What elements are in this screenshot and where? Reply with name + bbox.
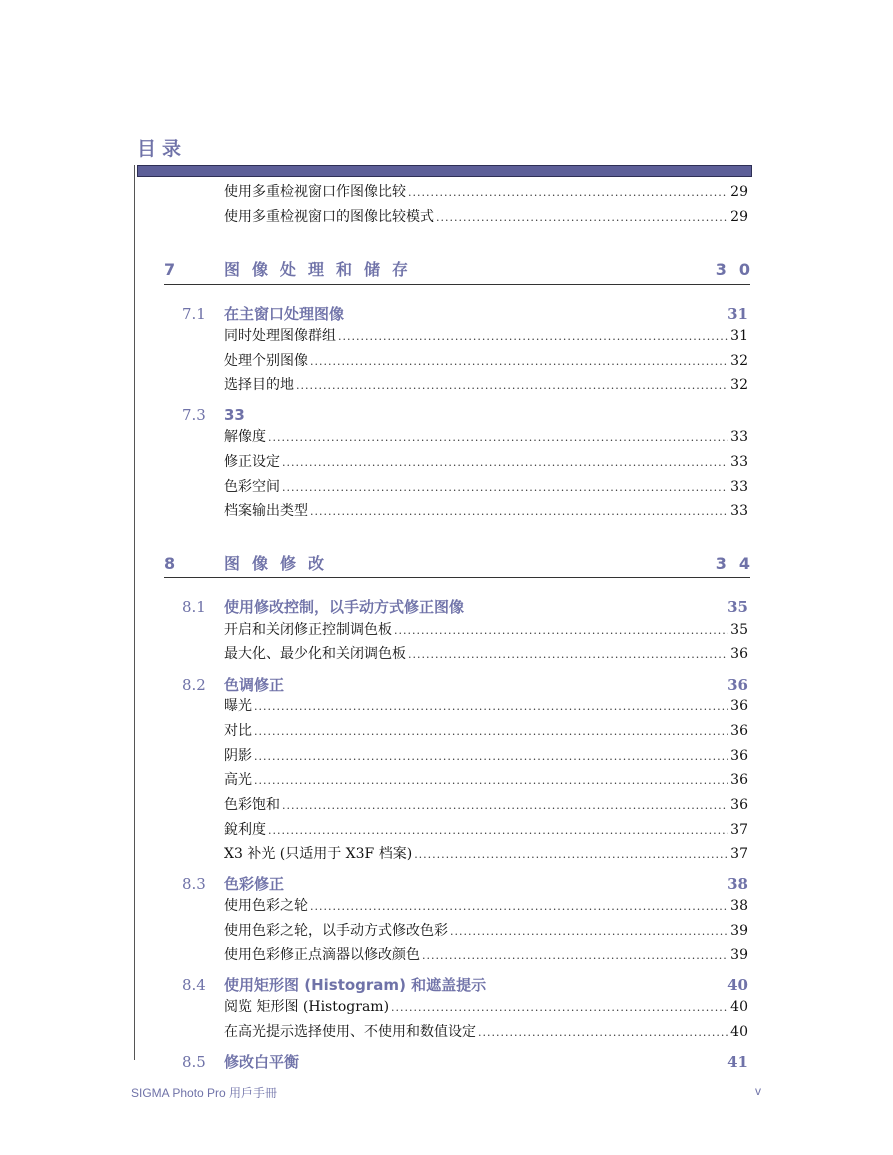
entry-page: 36	[730, 772, 748, 788]
chapter-number: 7	[164, 260, 176, 279]
leader-dots	[310, 501, 728, 523]
section-page: 36	[727, 676, 748, 694]
entry-page: 33	[730, 503, 748, 519]
toc-entry[interactable]	[224, 944, 748, 966]
leader-dots	[408, 644, 728, 666]
footer-page-number: v	[755, 1084, 761, 1098]
toc-entry[interactable]	[224, 695, 748, 717]
leader-dots	[310, 351, 728, 373]
entry-page: 37	[730, 822, 748, 838]
entry-page: 39	[730, 947, 748, 963]
leader-dots	[338, 326, 728, 348]
entry-text: 在高光提示选择使用、不使用和数值设定	[224, 1024, 476, 1040]
entry-text: X3 补光 (只适用于 X3F 档案)	[224, 846, 413, 862]
entry-text: 銳利度	[224, 822, 266, 838]
section-page: 31	[727, 305, 748, 323]
leader-dots	[310, 896, 728, 918]
section-title: 33	[224, 406, 245, 424]
toc-entry[interactable]	[224, 769, 748, 791]
entry-text: 色彩空间	[224, 479, 280, 495]
section-title: 在主窗口处理图像	[224, 305, 345, 323]
chapter-title: 图像处理和储存	[224, 260, 421, 279]
entry-page: 40	[730, 1024, 748, 1040]
entry-page: 29	[730, 209, 748, 225]
toc-entry[interactable]	[224, 325, 748, 347]
section-number: 8.5	[182, 1053, 206, 1071]
entry-text: 阴影	[224, 748, 252, 764]
entry-page: 38	[730, 898, 748, 914]
section-title: 使用矩形图 (Histogram) 和遮盖提示	[224, 976, 487, 994]
entry-page: 36	[730, 748, 748, 764]
leader-dots	[422, 945, 728, 967]
section-page: 41	[727, 1053, 748, 1071]
leader-dots	[391, 997, 728, 1019]
chapter-rule	[164, 577, 750, 578]
section-page: 35	[727, 598, 748, 616]
section-number: 8.2	[182, 676, 206, 694]
section-8-5[interactable]	[182, 1051, 748, 1073]
section-7-1[interactable]	[182, 303, 748, 325]
section-8-1[interactable]	[182, 596, 748, 618]
entry-page: 32	[730, 353, 748, 369]
leader-dots	[254, 721, 728, 743]
leader-dots	[282, 452, 728, 474]
toc-entry[interactable]	[224, 619, 748, 641]
leader-dots	[450, 921, 728, 943]
section-title: 使用修改控制，以手动方式修正图像	[224, 598, 465, 616]
section-8-3[interactable]	[182, 873, 748, 895]
leader-dots	[414, 844, 728, 866]
entry-page: 40	[730, 999, 748, 1015]
toc-entry[interactable]	[224, 794, 748, 816]
entry-text: 曝光	[224, 698, 252, 714]
entry-text: 阅览 矩形图 (Histogram)	[224, 999, 390, 1015]
entry-text: 解像度	[224, 429, 266, 445]
leader-dots	[268, 820, 728, 842]
chapter-title: 图像修改	[224, 554, 337, 573]
toc-entry[interactable]	[224, 895, 748, 917]
toc-entry[interactable]	[224, 500, 748, 522]
entry-text: 修正设定	[224, 454, 280, 470]
leader-dots	[436, 207, 728, 229]
toc-entry[interactable]	[224, 1021, 748, 1043]
chapter-page: 34	[715, 554, 762, 573]
entry-text: 使用多重检视窗口作图像比较	[224, 184, 406, 200]
entry-page: 35	[730, 622, 748, 638]
entry-text: 对比	[224, 723, 252, 739]
section-8-2[interactable]	[182, 674, 748, 696]
entry-text: 使用色彩修正点滴器以修改颜色	[224, 947, 420, 963]
entry-text: 高光	[224, 772, 252, 788]
section-number: 8.3	[182, 875, 206, 893]
heading-bar	[137, 165, 752, 177]
toc-entry[interactable]	[224, 819, 748, 841]
section-title: 修改白平衡	[224, 1053, 300, 1071]
entry-text: 同时处理图像群组	[224, 328, 336, 344]
leader-dots	[394, 620, 728, 642]
left-rule	[134, 165, 135, 1060]
leader-dots	[254, 746, 728, 768]
leader-dots	[282, 795, 728, 817]
chapter-8[interactable]	[164, 553, 762, 575]
entry-text: 使用色彩之轮，以手动方式修改色彩	[224, 923, 448, 939]
leader-dots	[282, 477, 728, 499]
toc-entry[interactable]	[224, 451, 748, 473]
section-title: 色调修正	[224, 676, 285, 694]
entry-page: 33	[730, 479, 748, 495]
entry-text: 处理个别图像	[224, 353, 308, 369]
section-number: 7.1	[182, 305, 206, 323]
entry-text: 使用多重检视窗口的图像比较模式	[224, 209, 434, 225]
toc-entry[interactable]	[224, 996, 748, 1018]
toc-entry[interactable]	[224, 920, 748, 942]
section-7-3[interactable]	[182, 404, 748, 426]
leader-dots	[478, 1022, 728, 1044]
section-page: 40	[727, 976, 748, 994]
leader-dots	[296, 375, 728, 397]
chapter-number: 8	[164, 554, 176, 573]
footer-manual-title: SIGMA Photo Pro 用戶手冊	[131, 1086, 278, 1100]
section-number: 8.1	[182, 598, 206, 616]
entry-page: 39	[730, 923, 748, 939]
entry-text: 档案输出类型	[224, 503, 308, 519]
chapter-rule	[164, 284, 750, 285]
entry-page: 36	[730, 698, 748, 714]
entry-page: 36	[730, 797, 748, 813]
section-number: 8.4	[182, 976, 206, 994]
leader-dots	[408, 182, 728, 204]
toc-entry[interactable]	[224, 350, 748, 372]
toc-entry[interactable]	[224, 843, 748, 865]
entry-text: 最大化、最少化和关闭调色板	[224, 646, 406, 662]
section-title: 色彩修正	[224, 875, 285, 893]
leader-dots	[268, 427, 728, 449]
toc-entry[interactable]	[224, 374, 748, 396]
entry-text: 选择目的地	[224, 377, 294, 393]
entry-page: 37	[730, 846, 748, 862]
entry-page: 36	[730, 723, 748, 739]
section-number: 7.3	[182, 406, 206, 424]
section-page: 38	[727, 875, 748, 893]
section-8-4[interactable]	[182, 974, 748, 996]
entry-page: 32	[730, 377, 748, 393]
toc-entry[interactable]	[224, 181, 748, 203]
toc-entry[interactable]	[224, 206, 748, 228]
entry-page: 29	[730, 184, 748, 200]
entry-text: 色彩饱和	[224, 797, 280, 813]
toc-entry[interactable]	[224, 745, 748, 767]
chapter-7[interactable]	[164, 259, 762, 281]
entry-page: 33	[730, 429, 748, 445]
toc-entry[interactable]	[224, 720, 748, 742]
toc-entry[interactable]	[224, 643, 748, 665]
entry-page: 33	[730, 454, 748, 470]
entry-page: 31	[730, 328, 748, 344]
toc-entry[interactable]	[224, 476, 748, 498]
entry-text: 开启和关闭修正控制调色板	[224, 622, 392, 638]
toc-entry[interactable]	[224, 426, 748, 448]
entry-text: 使用色彩之轮	[224, 898, 308, 914]
leader-dots	[254, 696, 728, 718]
leader-dots	[254, 770, 728, 792]
entry-page: 36	[730, 646, 748, 662]
toc-heading: 目录	[137, 138, 188, 160]
chapter-page: 30	[715, 260, 762, 279]
